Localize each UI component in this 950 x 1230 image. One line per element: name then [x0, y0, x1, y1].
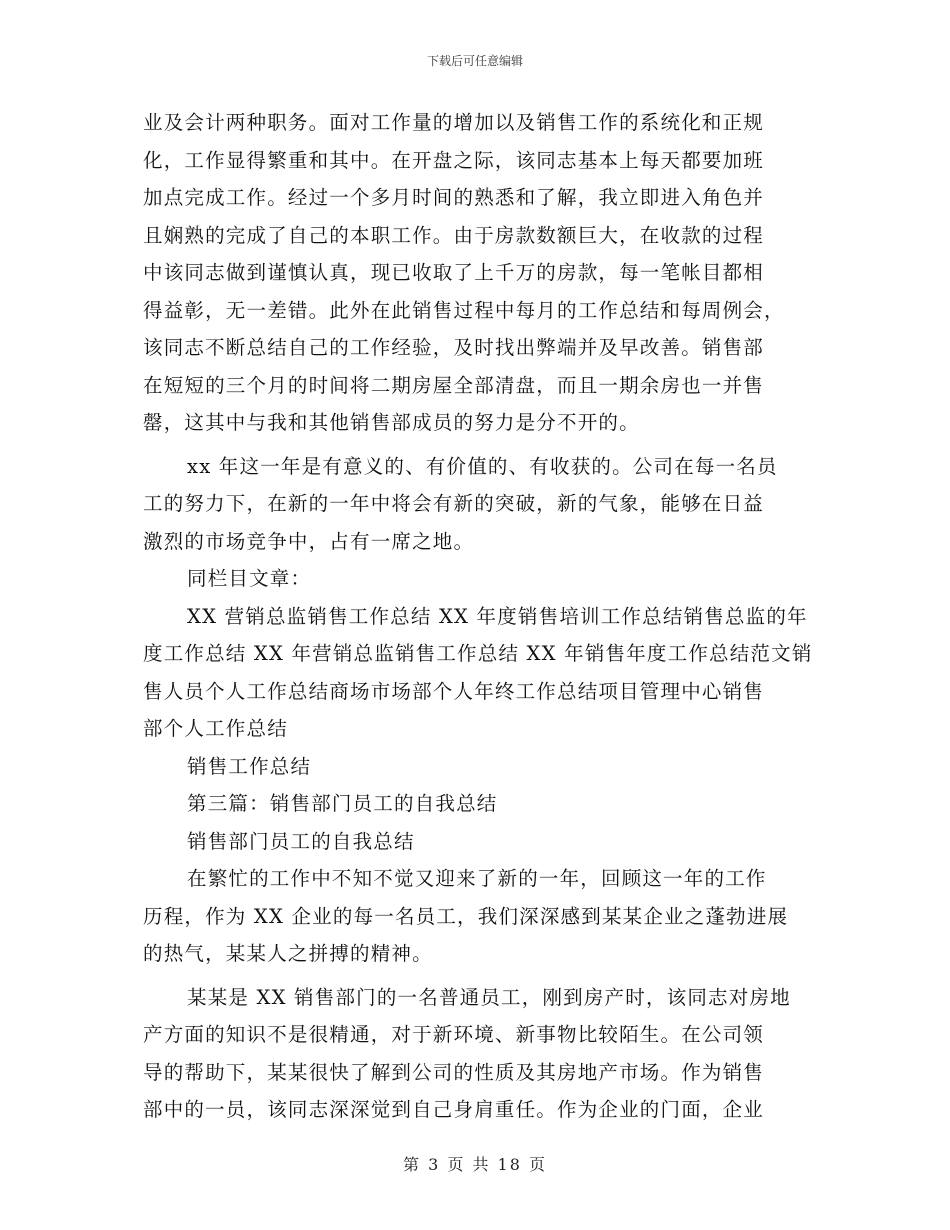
document-body	[143, 104, 811, 1129]
text-line: 产方面的知识不是很精通，对于新环境、新事物比较陌生。在公司领	[143, 1023, 765, 1046]
text-line: 加点完成工作。经过一个多月时间的熟悉和了解，我立即进入角色并	[143, 186, 765, 209]
text-line: 业及会计两种职务。面对工作量的增加以及销售工作的系统化和正规	[143, 111, 765, 134]
section-title: 销售工作总结	[187, 754, 312, 778]
text-line: 导的帮助下，某某很快了解到公司的性质及其房地产市场。作为销售	[143, 1060, 765, 1084]
text-line: 中该同志做到谨慎认真，现已收取了上千万的房款，每一笔帐目都相	[143, 261, 765, 284]
paragraph-start: xx 年这一年是有意义的、有价值的、有收获的。公司在每一名员	[187, 454, 778, 478]
text-line: 售人员个人工作总结商场市场部个人年终工作总结项目管理中心销售	[143, 679, 765, 703]
related-articles-list: XX 营销总监销售工作总结 XX 年度销售培训工作总结销售总监的年	[187, 604, 808, 628]
paragraph-start: 在繁忙的工作中不知不觉又迎来了新的一年，回顾这一年的工作	[187, 867, 767, 890]
text-line: 度工作总结 XX 年营销总监销售工作总结 XX 年销售年度工作总结范文销	[143, 642, 813, 665]
text-line: 的热气，某某人之拼搏的精神。	[143, 942, 433, 965]
text-line: 部中的一员，该同志深深觉到自己身肩重任。作为企业的门面，企业	[143, 1098, 765, 1121]
text-line: 工的努力下，在新的一年中将会有新的突破，新的气象，能够在日益	[143, 492, 765, 515]
article-title: 销售部门员工的自我总结	[187, 829, 415, 853]
text-line: 在短短的三个月的时间将二期房屋全部清盘，而且一期余房也一并售	[143, 373, 765, 397]
text-line: 部个人工作总结	[143, 717, 288, 740]
text-line: 该同志不断总结自己的工作经验，及时找出弊端并及早改善。销售部	[143, 336, 765, 359]
page-header-note: 下载后可任意编辑	[426, 54, 523, 68]
chapter-title: 第三篇：销售部门员工的自我总结	[187, 792, 498, 815]
text-line: 历程，作为 XX 企业的每一名员工，我们深深感到某某企业之蓬勃进展	[143, 904, 789, 928]
text-line: 罄，这其中与我和其他销售部成员的努力是分不开的。	[143, 411, 640, 434]
paragraph-start: 某某是 XX 销售部门的一名普通员工，刚到房产时，该同志对房地	[187, 985, 791, 1009]
text-line: 且娴熟的完成了自己的本职工作。由于房款数额巨大，在收款的过程	[143, 223, 765, 247]
text-line: 激烈的市场竞争中，占有一席之地。	[143, 529, 475, 553]
page-number-footer: 第 3 页 共 18 页	[403, 1155, 547, 1174]
text-line: 化，工作显得繁重和其中。在开盘之际，该同志基本上每天都要加班	[143, 148, 765, 172]
related-articles-heading: 同栏目文章：	[187, 567, 312, 590]
text-line: 得益彰，无一差错。此外在此销售过程中每月的工作总结和每周例会，	[143, 298, 785, 322]
